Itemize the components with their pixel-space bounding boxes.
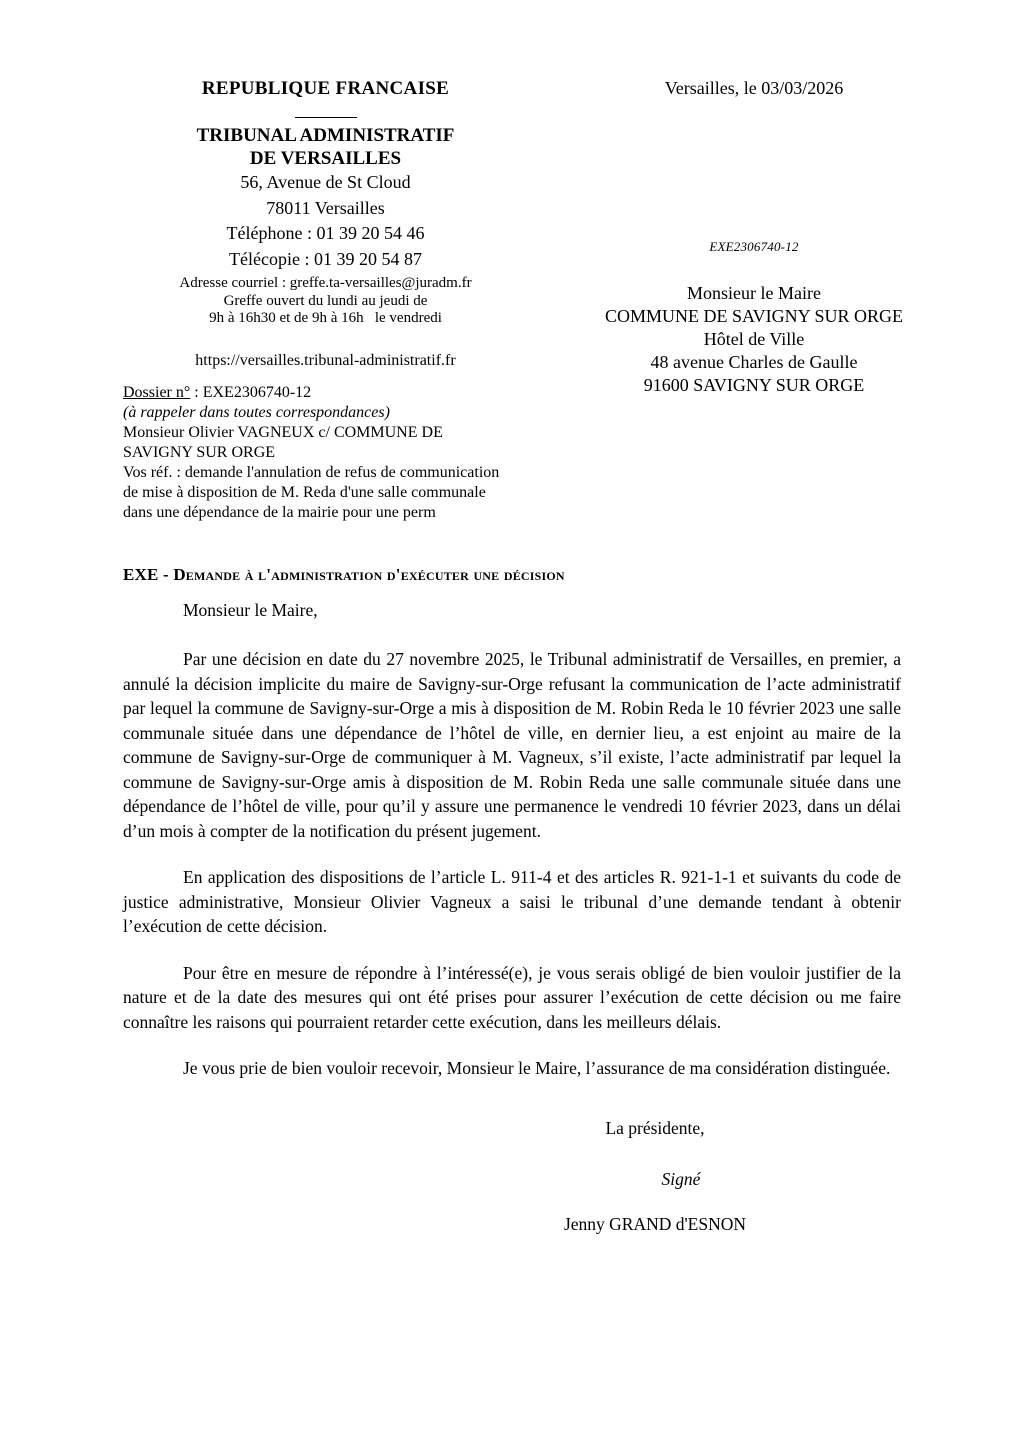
court-email: Adresse courriel : greffe.ta-versailles@juradm.fr <box>179 275 472 291</box>
divider-rule <box>295 117 357 118</box>
court-name-line1: TRIBUNAL ADMINISTRATIF <box>196 125 455 146</box>
letterhead <box>123 75 1024 538</box>
recipient-line: COMMUNE DE SAVIGNY SUR ORGE <box>604 306 904 326</box>
recipient-line: 91600 SAVIGNY SUR ORGE <box>643 375 865 395</box>
signature-block <box>420 1117 890 1235</box>
case-reference-block <box>123 383 515 523</box>
letter-date: Versailles, le 03/03/2026 <box>664 78 844 98</box>
signer-title: La présidente, <box>605 1117 705 1138</box>
dossier-reminder: (à rappeler dans toutes correspondances) <box>123 404 390 421</box>
recipient-line: Monsieur le Maire <box>687 283 821 303</box>
signer-name: Jenny GRAND d'ESNON <box>563 1213 747 1234</box>
body-paragraph: Par une décision en date du 27 novembre 2025, le Tribunal administratif de Versailles, en premier, a annulé la décision implicite du maire de Savigny-sur-Orge refusant la communication de l’acte administratif par lequel la commune de Savigny-sur-Orge a mis à disposition de M. Robin Reda le 10 février 2023 une salle communale située dans une dépendance de l’hôtel de ville, en dernier lieu, a est enjoint au maire de la commune de Savigny-sur-Orge de communiquer à M. Vagneux, s’il existe, l’acte administratif par lequel la commune de Savigny-sur-Orge amis à disposition de M. Robin Reda une salle communale située dans une dépendance de l’hôtel de ville, pour qu’il y assure une permanence le vendredi 10 février 2023, dans un délai d’un mois à compter de la notification du présent jugement. <box>123 649 901 841</box>
court-phone: Téléphone : 01 39 20 54 46 <box>226 223 425 243</box>
salutation: Monsieur le Maire, <box>183 600 318 620</box>
court-street: 56, Avenue de St Cloud <box>240 172 411 192</box>
subject-line: EXE - Demande à l'administration d'exécuter une décision <box>123 565 565 584</box>
court-website: https://versailles.tribunal-administratif.fr <box>195 351 456 369</box>
recipient-line: Hôtel de Ville <box>703 329 805 349</box>
dossier-number-line <box>123 383 515 403</box>
body-paragraph: Pour être en mesure de répondre à l’intéressé(e), je vous serais obligé de bien vouloir justifier de la nature et de la date des mesures qui ont été prises pour assurer l’exécution de cette décision ou me faire connaître les raisons qui pourraient retarder cette exécution, dans les meilleurs délais. <box>123 962 901 1032</box>
case-parties: Monsieur Olivier VAGNEUX c/ COMMUNE DE SAVIGNY SUR ORGE <box>123 424 443 461</box>
court-hours-line2: 9h à 16h30 et de 9h à 16h le vendredi <box>209 310 442 326</box>
body-paragraph: Je vous prie de bien vouloir recevoir, Monsieur le Maire, l’assurance de ma considération distinguée. <box>183 1058 891 1078</box>
dossier-value: : EXE2306740-12 <box>190 384 312 401</box>
court-city: 78011 Versailles <box>266 197 385 218</box>
court-name-line2: DE VERSAILLES <box>249 148 402 169</box>
body-paragraph: En application des dispositions de l’article L. 911-4 et des articles R. 921-1-1 et suivants du code de justice administrative, Monsieur Olivier Vagneux a saisi le tribunal d’une demande tendant à obtenir l’exécution de cette décision. <box>123 867 901 936</box>
dossier-label: Dossier n° <box>123 384 191 401</box>
your-reference: Vos réf. : demande l'annulation de refus de communication de mise à disposition de M. Reda d'une salle communale dans une dépendance de la mairie pour une perm <box>123 464 500 521</box>
signed-mention: Signé <box>661 1168 701 1189</box>
court-letterhead <box>123 75 528 521</box>
court-hours-line1: Greffe ouvert du lundi au jeudi de <box>223 292 428 309</box>
recipient-line: 48 avenue Charles de Gaulle <box>650 352 858 372</box>
recipient-address-block <box>528 282 980 397</box>
court-fax: Télécopie : 01 39 20 54 87 <box>229 248 422 269</box>
date-and-recipient <box>528 75 980 397</box>
republic-title: REPUBLIQUE FRANCAISE <box>201 78 450 99</box>
case-ref-small: EXE2306740-12 <box>709 239 799 254</box>
